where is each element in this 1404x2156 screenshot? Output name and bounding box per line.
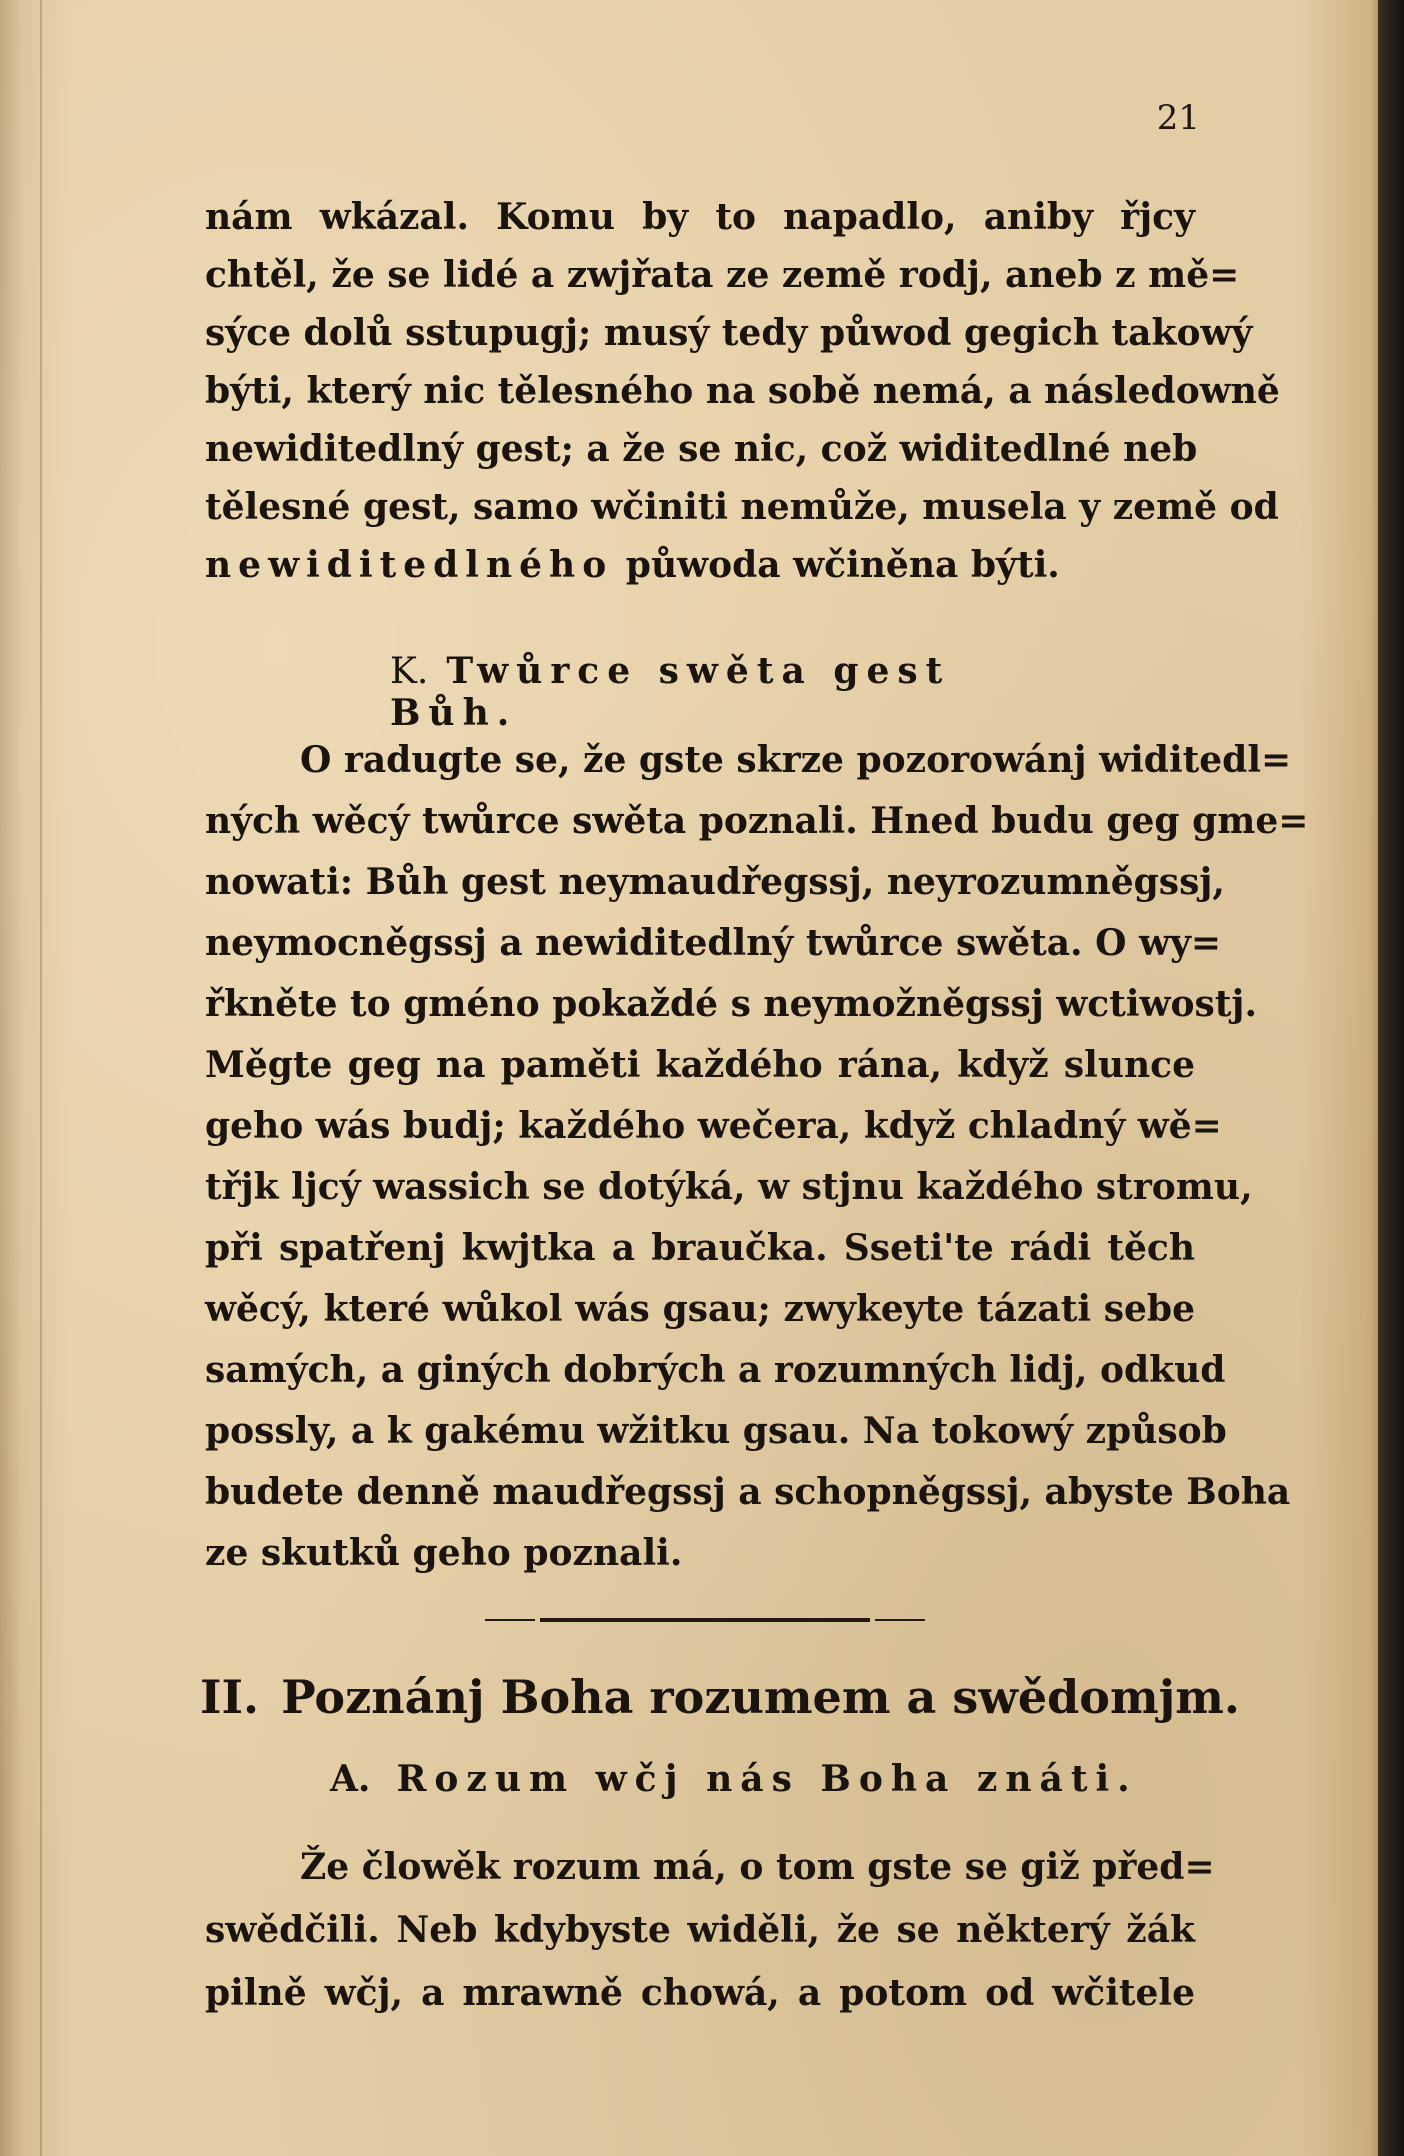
- paragraph-3: [205, 1836, 1215, 2025]
- text-line: possly, a k gakému wžitku gsau. Na tokowý způsob: [205, 1410, 1227, 1452]
- text-line: při spatřenj kwjtka a braučka. Sseti'te rádi těch: [205, 1227, 1195, 1269]
- text-line: pilně wčj, a mrawně chowá, a potom od wčitele: [205, 1972, 1195, 2014]
- book-edge-shadow: [1378, 0, 1404, 2156]
- text-fragment: půwoda wčiněna býti.: [613, 544, 1060, 586]
- paragraph-1: [205, 188, 1280, 594]
- paragraph-2: [205, 730, 1309, 1584]
- text-line: Že člowěk rozum má, o tom gste se giž před=: [300, 1846, 1215, 1888]
- spaced-emphasis: newiditedlného: [205, 544, 614, 586]
- text-line: swědčili. Neb kdybyste widěli, že se některý žák: [205, 1909, 1195, 1951]
- section-letter: A.: [330, 1758, 371, 1800]
- text-line: býti, který nic tělesného na sobě nemá, a následowně: [205, 370, 1280, 412]
- text-line: ných wěcý twůrce swěta poznali. Hned budu geg gme=: [205, 800, 1309, 842]
- chapter-number: II.: [200, 1670, 260, 1724]
- section-title: Rozum wčj nás Boha znáti.: [396, 1758, 1138, 1800]
- section-heading-k: [390, 650, 1090, 734]
- text-line: newiditedlný gest; a že se nic, což widitedlné neb: [205, 428, 1198, 470]
- chapter-title: Poznánj Boha rozumem a swědomjm.: [281, 1670, 1240, 1724]
- text-line: tělesné gest, samo wčiniti nemůže, musela y země od: [205, 486, 1279, 528]
- text-line: neymocněgssj a newiditedlný twůrce swěta. O wy=: [205, 922, 1222, 964]
- text-line: Měgte geg na paměti každého rána, když slunce: [205, 1044, 1195, 1086]
- text-line: O radugte se, že gste skrze pozorowánj widitedl=: [300, 739, 1292, 781]
- section-heading-a: [330, 1758, 1138, 1800]
- text-line: geho wás budj; každého wečera, když chladný wě=: [205, 1105, 1222, 1147]
- text-line: třjk ljcý wassich se dotýká, w stjnu každého stromu,: [205, 1166, 1253, 1208]
- text-line: samých, a giných dobrých a rozumných lidj, odkud: [205, 1349, 1226, 1391]
- text-line: ze skutků geho poznali.: [205, 1532, 683, 1574]
- text-line: nám wkázal. Komu by to napadlo, aniby řjcy: [205, 196, 1195, 238]
- section-divider: [540, 1618, 870, 1622]
- page-gutter-shadow: [40, 0, 42, 2156]
- text-line: sýce dolů sstupugj; musý tedy půwod gegich takowý: [205, 312, 1253, 354]
- text-line: wěcý, které wůkol wás gsau; zwykeyte tázati sebe: [205, 1288, 1195, 1330]
- text-line: [205, 536, 1195, 594]
- section-letter: K.: [390, 651, 429, 692]
- text-line: řkněte to gméno pokaždé s neymožněgssj wctiwostj.: [205, 983, 1257, 1025]
- chapter-heading: [200, 1670, 1240, 1724]
- section-title: Twůrce swěta gest Bůh.: [390, 650, 951, 734]
- text-line: chtěl, že se lidé a zwjřata ze země rodj, aneb z mě=: [205, 254, 1240, 296]
- text-line: budete denně maudřegssj a schopněgssj, abyste Boha: [205, 1471, 1291, 1513]
- page-number: 21: [1156, 98, 1200, 138]
- text-line: nowati: Bůh gest neymaudřegssj, neyrozumněgssj,: [205, 861, 1225, 903]
